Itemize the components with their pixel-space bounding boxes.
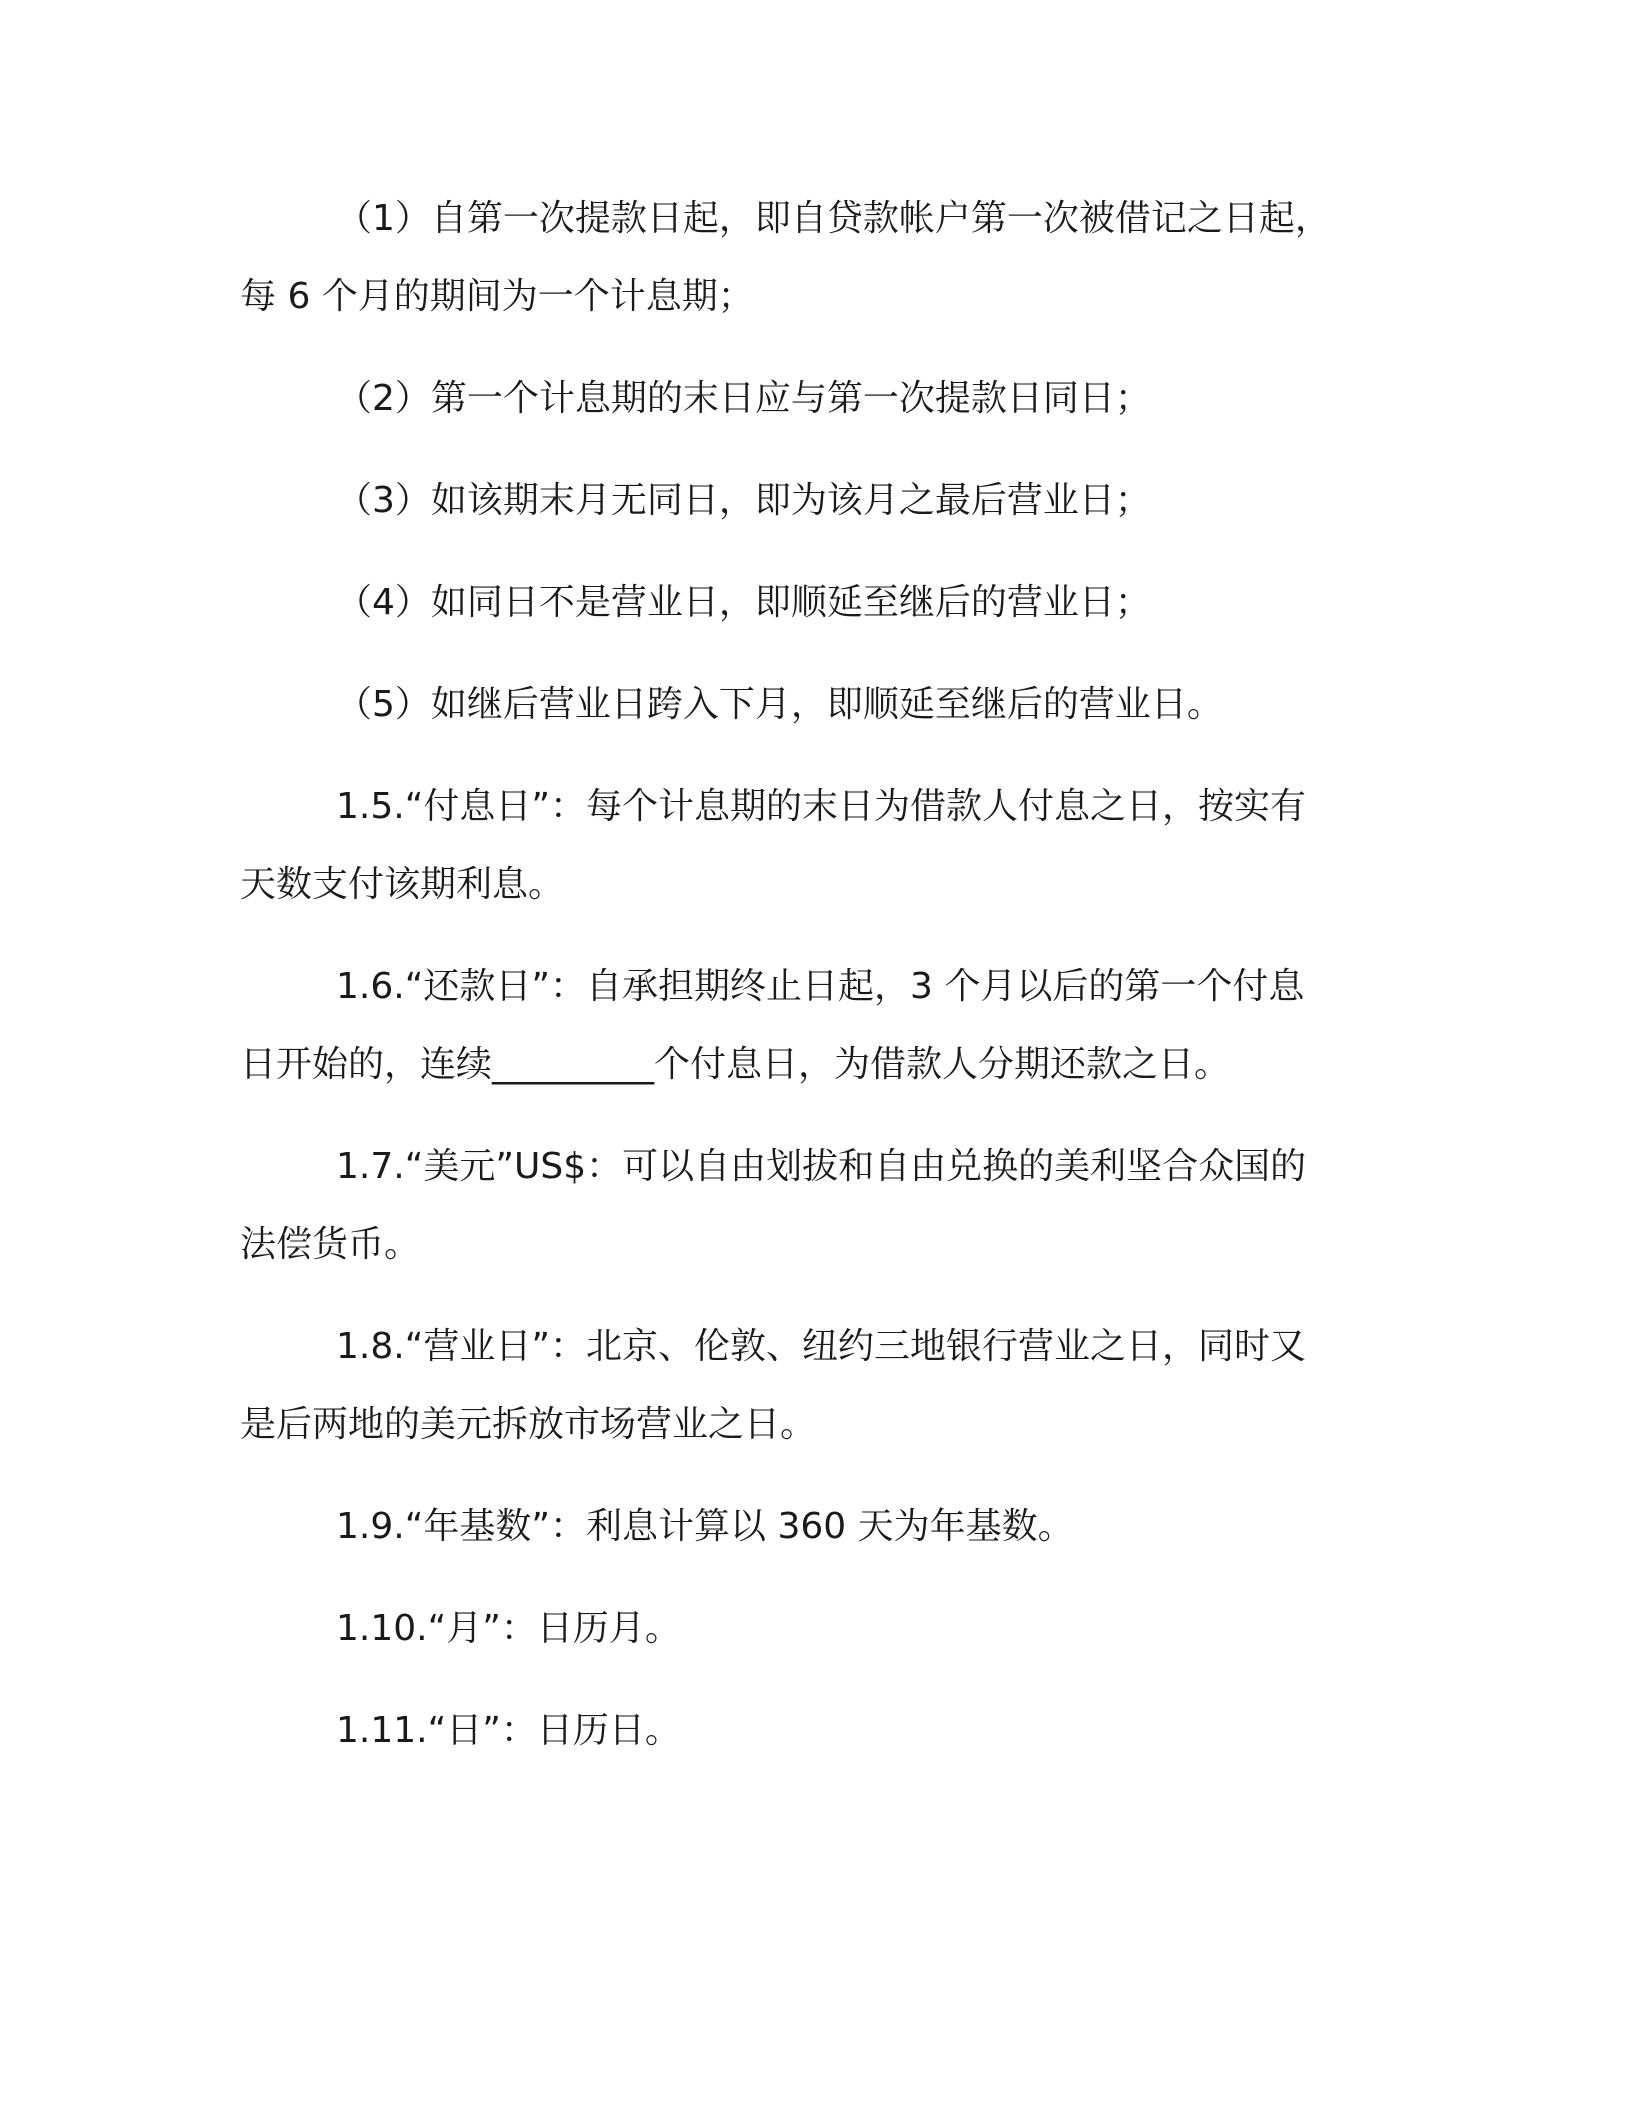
text-line: （2）第一个计息期的末日应与第一次提款日同日； (336, 378, 1151, 419)
definition-1-11-day (240, 1692, 1360, 1770)
clause-2-first-period-end (240, 360, 1360, 438)
text-line: 1.7.“美元”US$：可以自由划拔和自由兑换的美利坚合众国的 (336, 1146, 1307, 1187)
text-line: （4）如同日不是营业日，即顺延至继后的营业日； (336, 582, 1151, 623)
definition-1-8-business-day (240, 1308, 1360, 1464)
clause-5-next-month (240, 666, 1360, 744)
clause-4-not-business-day (240, 564, 1360, 642)
text-line: 1.10.“月”：日历月。 (336, 1608, 681, 1649)
definition-1-9-year-basis (240, 1488, 1360, 1566)
text-line: 1.6.“还款日”：自承担期终止日起，3 个月以后的第一个付息 (336, 966, 1305, 1007)
text-line: 日开始的，连续_________个付息日，为借款人分期还款之日。 (240, 1044, 1231, 1085)
definition-1-5-interest-payment-date (240, 768, 1360, 924)
definition-1-10-month (240, 1590, 1360, 1668)
definition-1-7-usd (240, 1128, 1360, 1284)
clause-1-interest-period-start (240, 180, 1360, 336)
text-line: 法偿货币。 (240, 1224, 421, 1265)
text-line: 1.9.“年基数”：利息计算以 360 天为年基数。 (336, 1506, 1074, 1547)
text-line: 是后两地的美元拆放市场营业之日。 (240, 1404, 817, 1445)
text-line: （5）如继后营业日跨入下月，即顺延至继后的营业日。 (336, 684, 1223, 725)
text-line: （3）如该期末月无同日，即为该月之最后营业日； (336, 480, 1151, 521)
text-line: 每 6 个月的期间为一个计息期； (240, 276, 754, 317)
text-line: 1.5.“付息日”：每个计息期的末日为借款人付息之日，按实有 (336, 786, 1306, 827)
text-line: 1.8.“营业日”：北京、伦敦、纽约三地银行营业之日，同时又 (336, 1326, 1306, 1367)
text-line: 1.11.“日”：日历日。 (336, 1710, 681, 1751)
definition-1-6-repayment-date (240, 948, 1360, 1104)
text-line: （1）自第一次提款日起，即自贷款帐户第一次被借记之日起， (336, 198, 1331, 239)
clause-3-no-same-day (240, 462, 1360, 540)
text-line: 天数支付该期利息。 (240, 864, 565, 905)
